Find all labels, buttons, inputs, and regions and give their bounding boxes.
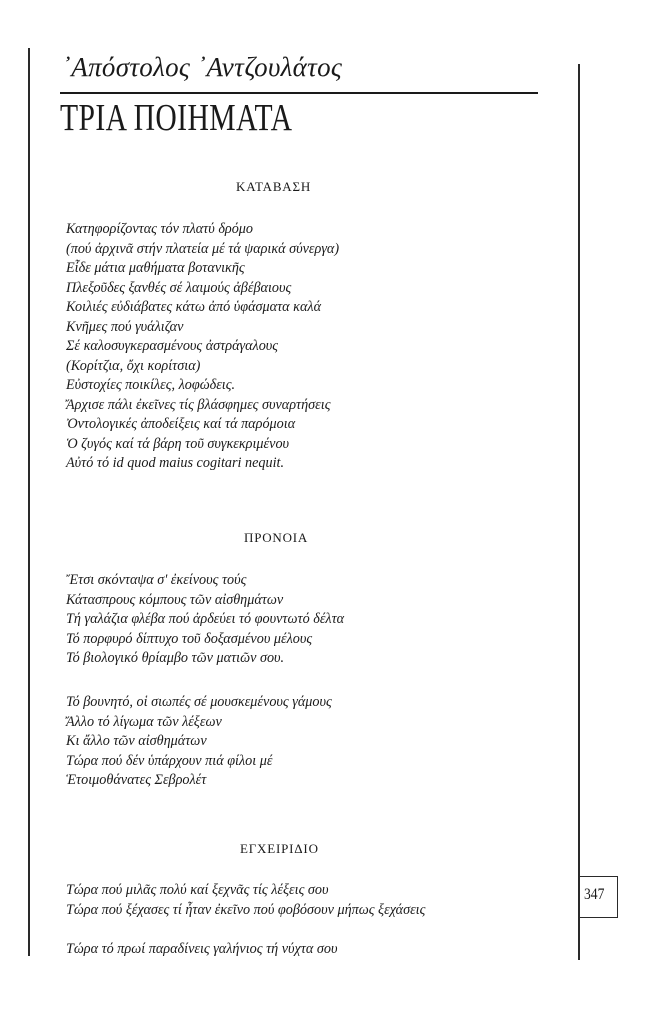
poem-line: Ὀντολογικές ἀποδείξεις καί τά παρόμοια — [66, 416, 296, 432]
poem-line: (Κορίτζια, ὄχι κορίτσια) — [66, 357, 201, 374]
page-title: ΤΡΙΑ ΠΟΙΗΜΑΤΑ — [60, 97, 293, 139]
poem-line: Κάτασπρους κόμπους τῶν αἰσθημάτων — [66, 591, 284, 608]
poem-heading-katavasi: ΚΑΤΑΒΑΣΗ — [236, 179, 312, 194]
poem-line: (πού ἀρχινᾶ στήν πλατεία μέ τά ψαρικά σύνεργα) — [66, 240, 340, 257]
right-margin-rule — [578, 64, 580, 960]
poem-line: Τώρα τό πρωί παραδίνεις γαλήνιος τή νύχτα σου — [66, 941, 338, 957]
page-number: 347 — [584, 886, 605, 903]
poem-heading-encheiridio: ΕΓΧΕΙΡΙΔΙΟ — [240, 841, 319, 856]
poem-line: Τό πορφυρό δίπτυχο τοῦ δοξασμένου μέλους — [66, 630, 313, 647]
poem-line: Τή γαλάζια φλέβα πού ἀρδεύει τό φουντωτό δέλτα — [66, 611, 345, 627]
poem-line: Πλεξοῦδες ξανθές σέ λαιμούς ἀβέβαιους — [66, 279, 292, 296]
poem-line: Κι ἄλλο τῶν αἰσθημάτων — [66, 733, 207, 749]
poem-line: Τό βουνητό, οἱ σιωπές σέ μουσκεμένους γάμους — [66, 694, 332, 710]
poem-encheiridio-stanza-1 — [66, 881, 425, 920]
poem-line: Κοιλιές εὐδιάβατες κάτω ἀπό ὑφάσματα καλά — [66, 299, 322, 315]
poem-line: Ἄρχισε πάλι ἐκεῖνες τίς βλάσφημες συναρτήσεις — [66, 396, 331, 413]
poem-line: Κατηφορίζοντας τόν πλατύ δρόμο — [66, 221, 254, 237]
poem-line: Ὁ ζυγός καί τά βάρη τοῦ συγκεκριμένου — [66, 435, 290, 452]
poem-line: Ἑτοιμοθάνατες Σεβρολέτ — [66, 772, 207, 788]
author-name: ᾿Απόστολος ᾿Αντζουλάτος — [62, 52, 343, 82]
poem-line: Εἶδε μάτια μαθήματα βοτανικῆς — [66, 260, 245, 276]
poem-encheiridio-stanza-2 — [66, 940, 337, 960]
poem-pronoia-stanza-2 — [66, 693, 332, 791]
poem-line: Αὐτό τό id quod maius cogitari nequit. — [66, 455, 285, 471]
poem-heading-pronoia: ΠΡΟΝΟΙΑ — [244, 530, 309, 545]
poem-line: Τώρα πού ξέχασες τί ἦταν ἐκεῖνο πού φοβόσουν μήπως ξεχάσεις — [66, 901, 426, 918]
poem-line: Κνῆμες πού γυάλιζαν — [66, 318, 184, 335]
poem-line: Εὐστοχίες ποικίλες, λοφώδεις. — [66, 377, 236, 393]
poem-line: Ἔτσι σκόνταψα σ' ἐκείνους τούς — [66, 572, 247, 588]
title-underline — [60, 92, 538, 94]
poem-line: Τό βιολογικό θρίαμβο τῶν ματιῶν σου. — [66, 650, 285, 666]
poem-line: Τώρα πού δέν ὑπάρχουν πιά φίλοι μέ — [66, 752, 273, 769]
poem-line: Τώρα πού μιλᾶς πολύ καί ξεχνᾶς τίς λέξεις σου — [66, 882, 329, 898]
poem-line: Ἄλλο τό λίγωμα τῶν λέξεων — [66, 713, 222, 730]
poem-katavasi — [66, 220, 339, 474]
left-margin-rule — [28, 48, 30, 956]
poem-line: Σέ καλοσυγκερασμένους ἀστράγαλους — [66, 338, 279, 354]
poem-pronoia-stanza-1 — [66, 571, 344, 669]
